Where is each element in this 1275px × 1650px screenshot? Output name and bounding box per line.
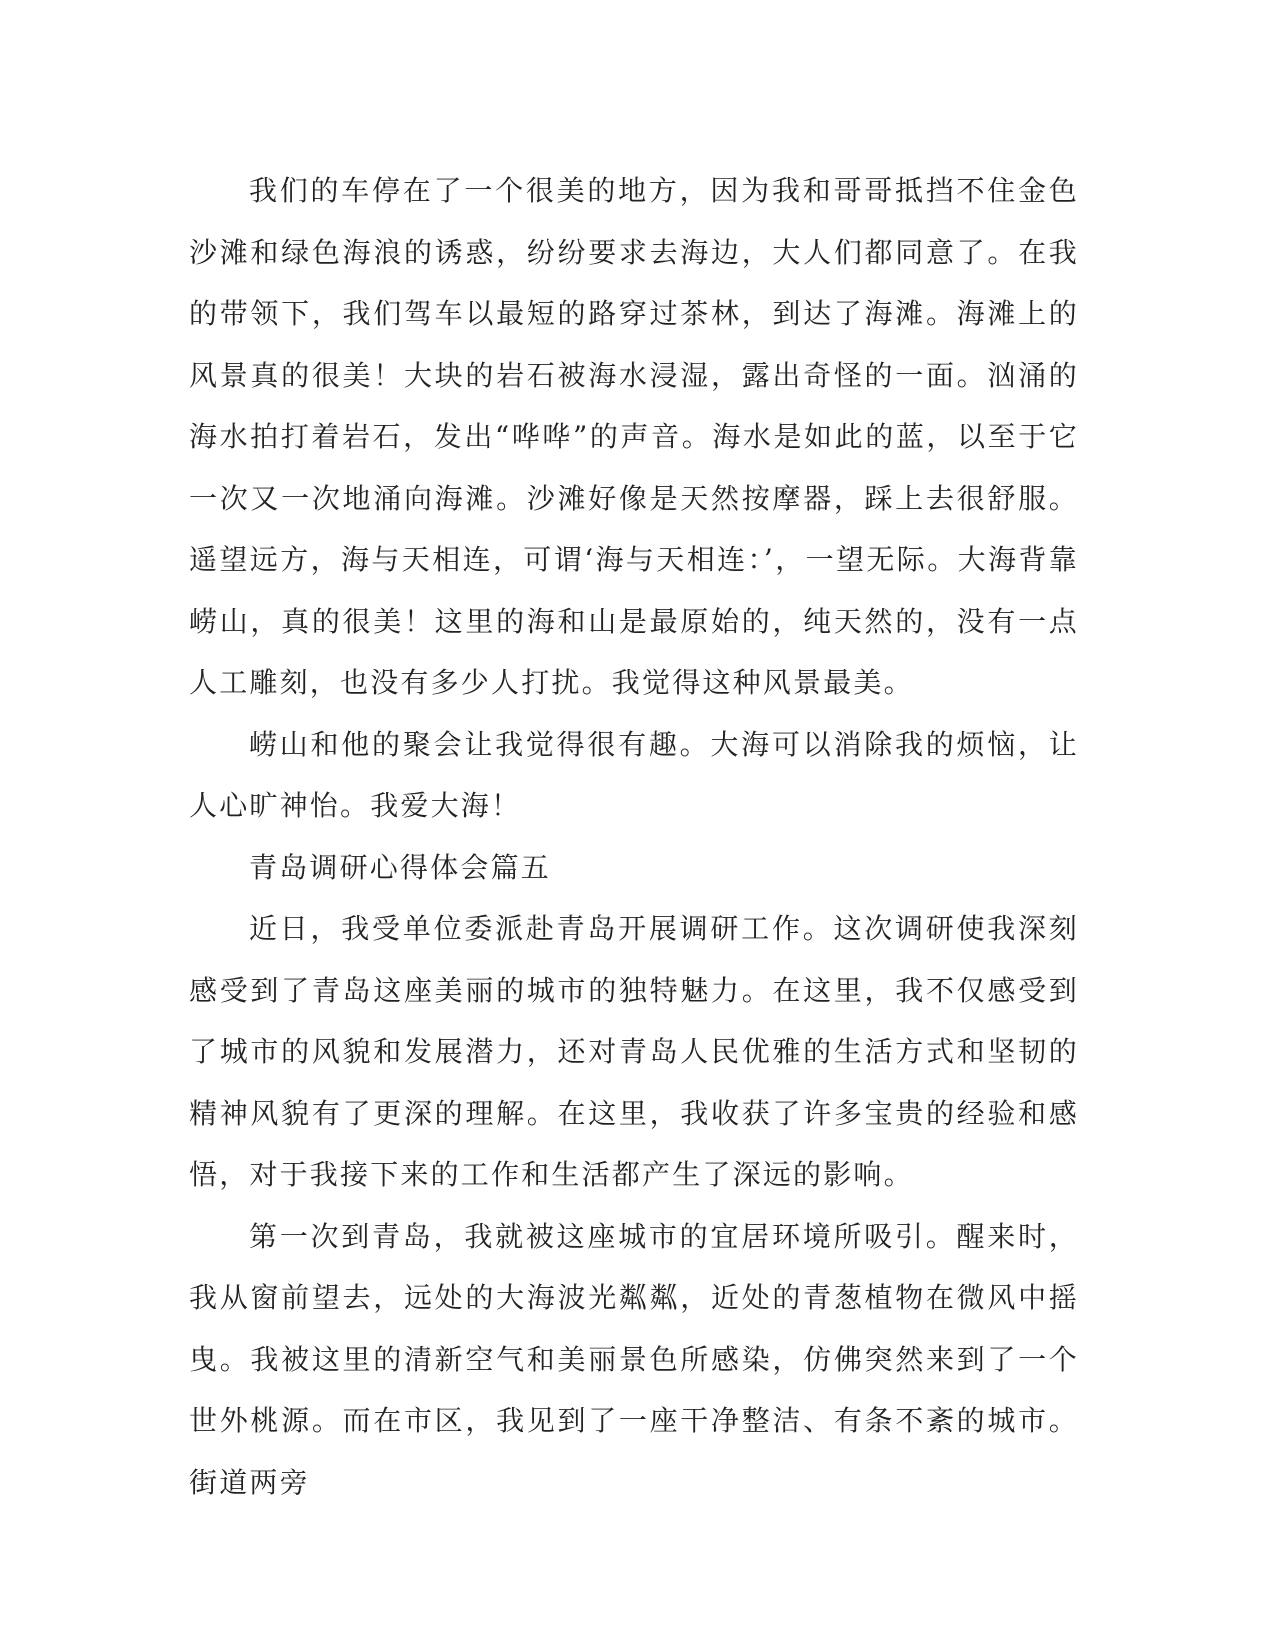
- paragraph-beach-visit: 我们的车停在了一个很美的地方，因为我和哥哥抵挡不住金色沙滩和绿色海浪的诱惑，纷纷要求去海边，大人们都同意了。在我的带领下，我们驾车以最短的路穿过茶林，到达了海滩。海滩上的风景真的很美！大块的岩石被海水浸湿，露出奇怪的一面。汹涌的海水拍打着岩石，发出“哗哗”的声音。海水是如此的蓝，以至于它一次又一次地涌向海滩。沙滩好像是天然按摩器，踩上去很舒服。遥望远方，海与天相连，可谓‘海与天相连：’，一望无际。大海背靠崂山，真的很美！这里的海和山是最原始的，纯天然的，没有一点人工雕刻，也没有多少人打扰。我觉得这种风景最美。: [189, 174, 1079, 699]
- section-heading: 青岛调研心得体会篇五: [249, 850, 552, 884]
- paragraph-research-intro: 近日，我受单位委派赴青岛开展调研工作。这次调研使我深刻感受到了青岛这座美丽的城市的独特魅力。在这里，我不仅感受到了城市的风貌和发展潜力，还对青岛人民优雅的生活方式和坚韧的精神风貌有了更深的理解。在这里，我收获了许多宝贵的经验和感悟，对于我接下来的工作和生活都产生了深远的影响。: [189, 912, 1079, 1191]
- document-body: [189, 160, 1079, 1513]
- paragraph-first-impression: 第一次到青岛，我就被这座城市的宜居环境所吸引。醒来时，我从窗前望去，远处的大海波光粼粼，近处的青葱植物在微风中摇曳。我被这里的清新空气和美丽景色所感染，仿佛突然来到了一个世外桃源。而在市区，我见到了一座干净整洁、有条不紊的城市。街道两旁: [189, 1219, 1079, 1499]
- paragraph-laoshan: 崂山和他的聚会让我觉得很有趣。大海可以消除我的烦恼，让人心旷神怡。我爱大海！: [189, 727, 1079, 822]
